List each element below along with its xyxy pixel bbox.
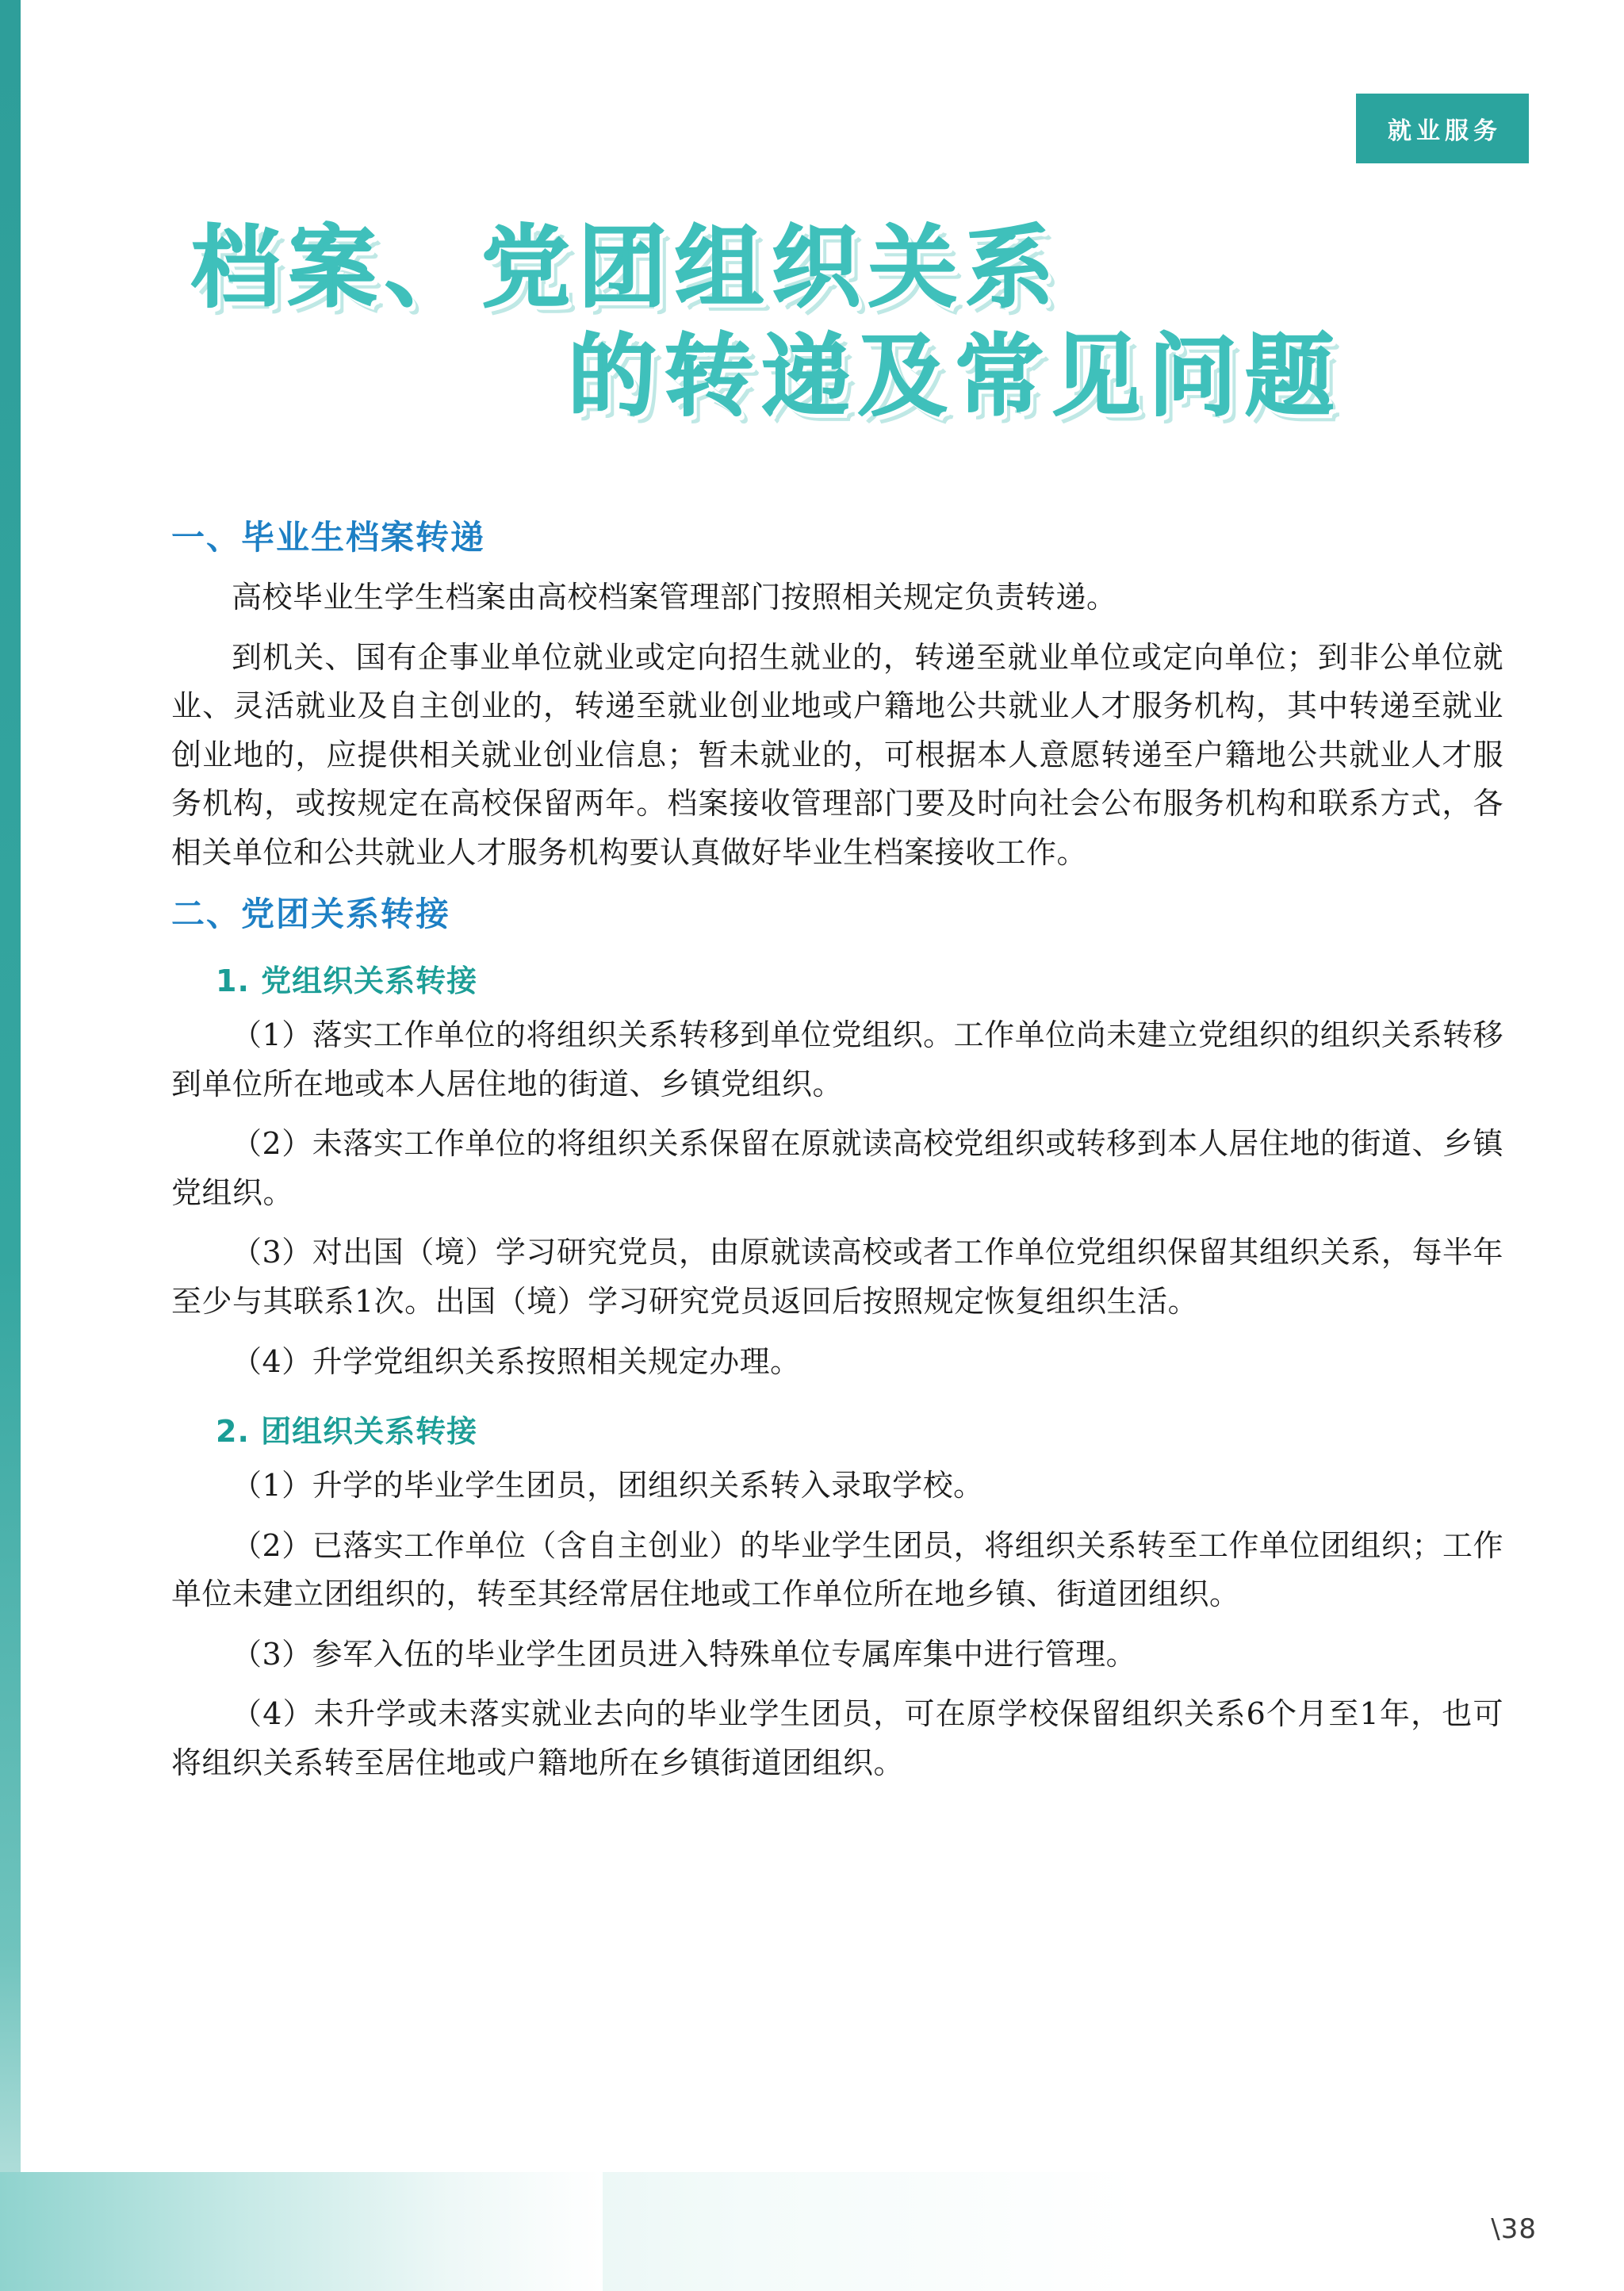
- paragraph: 高校毕业生学生档案由高校档案管理部门按照相关规定负责转递。: [232, 580, 1117, 615]
- section-heading-1: 一、毕业生档案转递: [171, 518, 486, 557]
- page-title-line-1: 档案、党团组织关系: [191, 216, 1062, 320]
- paragraph: （4）未升学或未落实就业去向的毕业学生团员，可在原学校保留组织关系6个月至1年，也可将组织关系转至居住地或户籍地所在乡镇街道团组织。: [171, 1696, 1503, 1780]
- section-tab-label: 就业服务: [1356, 94, 1529, 163]
- paragraph: （3）对出国（境）学习研究党员，由原就读高校或者工作单位党组织保留其组织关系，每半年至少与其联系1次。出国（境）学习研究党员返回后按照规定恢复组织生活。: [171, 1235, 1503, 1320]
- paragraph: （4）升学党组织关系按照相关规定办理。: [232, 1343, 801, 1379]
- subsection-heading-1: 1. 党组织关系转接: [216, 964, 478, 999]
- subsection-heading-2: 2. 团组织关系转接: [216, 1414, 478, 1450]
- paragraph: （2）未落实工作单位的将组织关系保留在原就读高校党组织或转移到本人居住地的街道、乡镇党组织。: [171, 1126, 1503, 1210]
- page-number: \38: [1491, 2213, 1537, 2245]
- paragraph: （1）升学的毕业学生团员，团组织关系转入录取学校。: [232, 1468, 984, 1504]
- document-page: [21, 0, 1624, 2291]
- document-body: [171, 504, 1503, 1799]
- section-heading-2: 二、党团关系转接: [171, 895, 451, 934]
- page-title-line-2: 的转递及常见问题: [568, 324, 1342, 428]
- paragraph: 到机关、国有企事业单位就业或定向招生就业的，转递至就业单位或定向单位；到非公单位就业、灵活就业及自主创业的，转递至就业创业地或户籍地公共就业人才服务机构，其中转递至就业创业地的，应提供相关就业创业信息；暂未就业的，可根据本人意愿转递至户籍地公共就业人才服务机构，或按规定在高校保留两年。档案接收管理部门要及时向社会公布服务机构和联系方式，各相关单位和公共就业人才服务机构要认真做好毕业生档案接收工作。: [171, 639, 1503, 870]
- paragraph: （2）已落实工作单位（含自主创业）的毕业学生团员，将组织关系转至工作单位团组织；工作单位未建立团组织的，转至其经常居住地或工作单位所在地乡镇、街道团组织。: [171, 1527, 1503, 1612]
- paragraph: （3）参军入伍的毕业学生团员进入特殊单位专属库集中进行管理。: [232, 1636, 1137, 1672]
- paragraph: （1）落实工作单位的将组织关系转移到单位党组织。工作单位尚未建立党组织的组织关系转移到单位所在地或本人居住地的街道、乡镇党组织。: [171, 1017, 1503, 1101]
- footer-decoration: [0, 2172, 1624, 2291]
- footer-decoration-strip: [0, 2172, 603, 2291]
- left-edge-decoration: [0, 0, 21, 2291]
- page-title: [21, 214, 1624, 431]
